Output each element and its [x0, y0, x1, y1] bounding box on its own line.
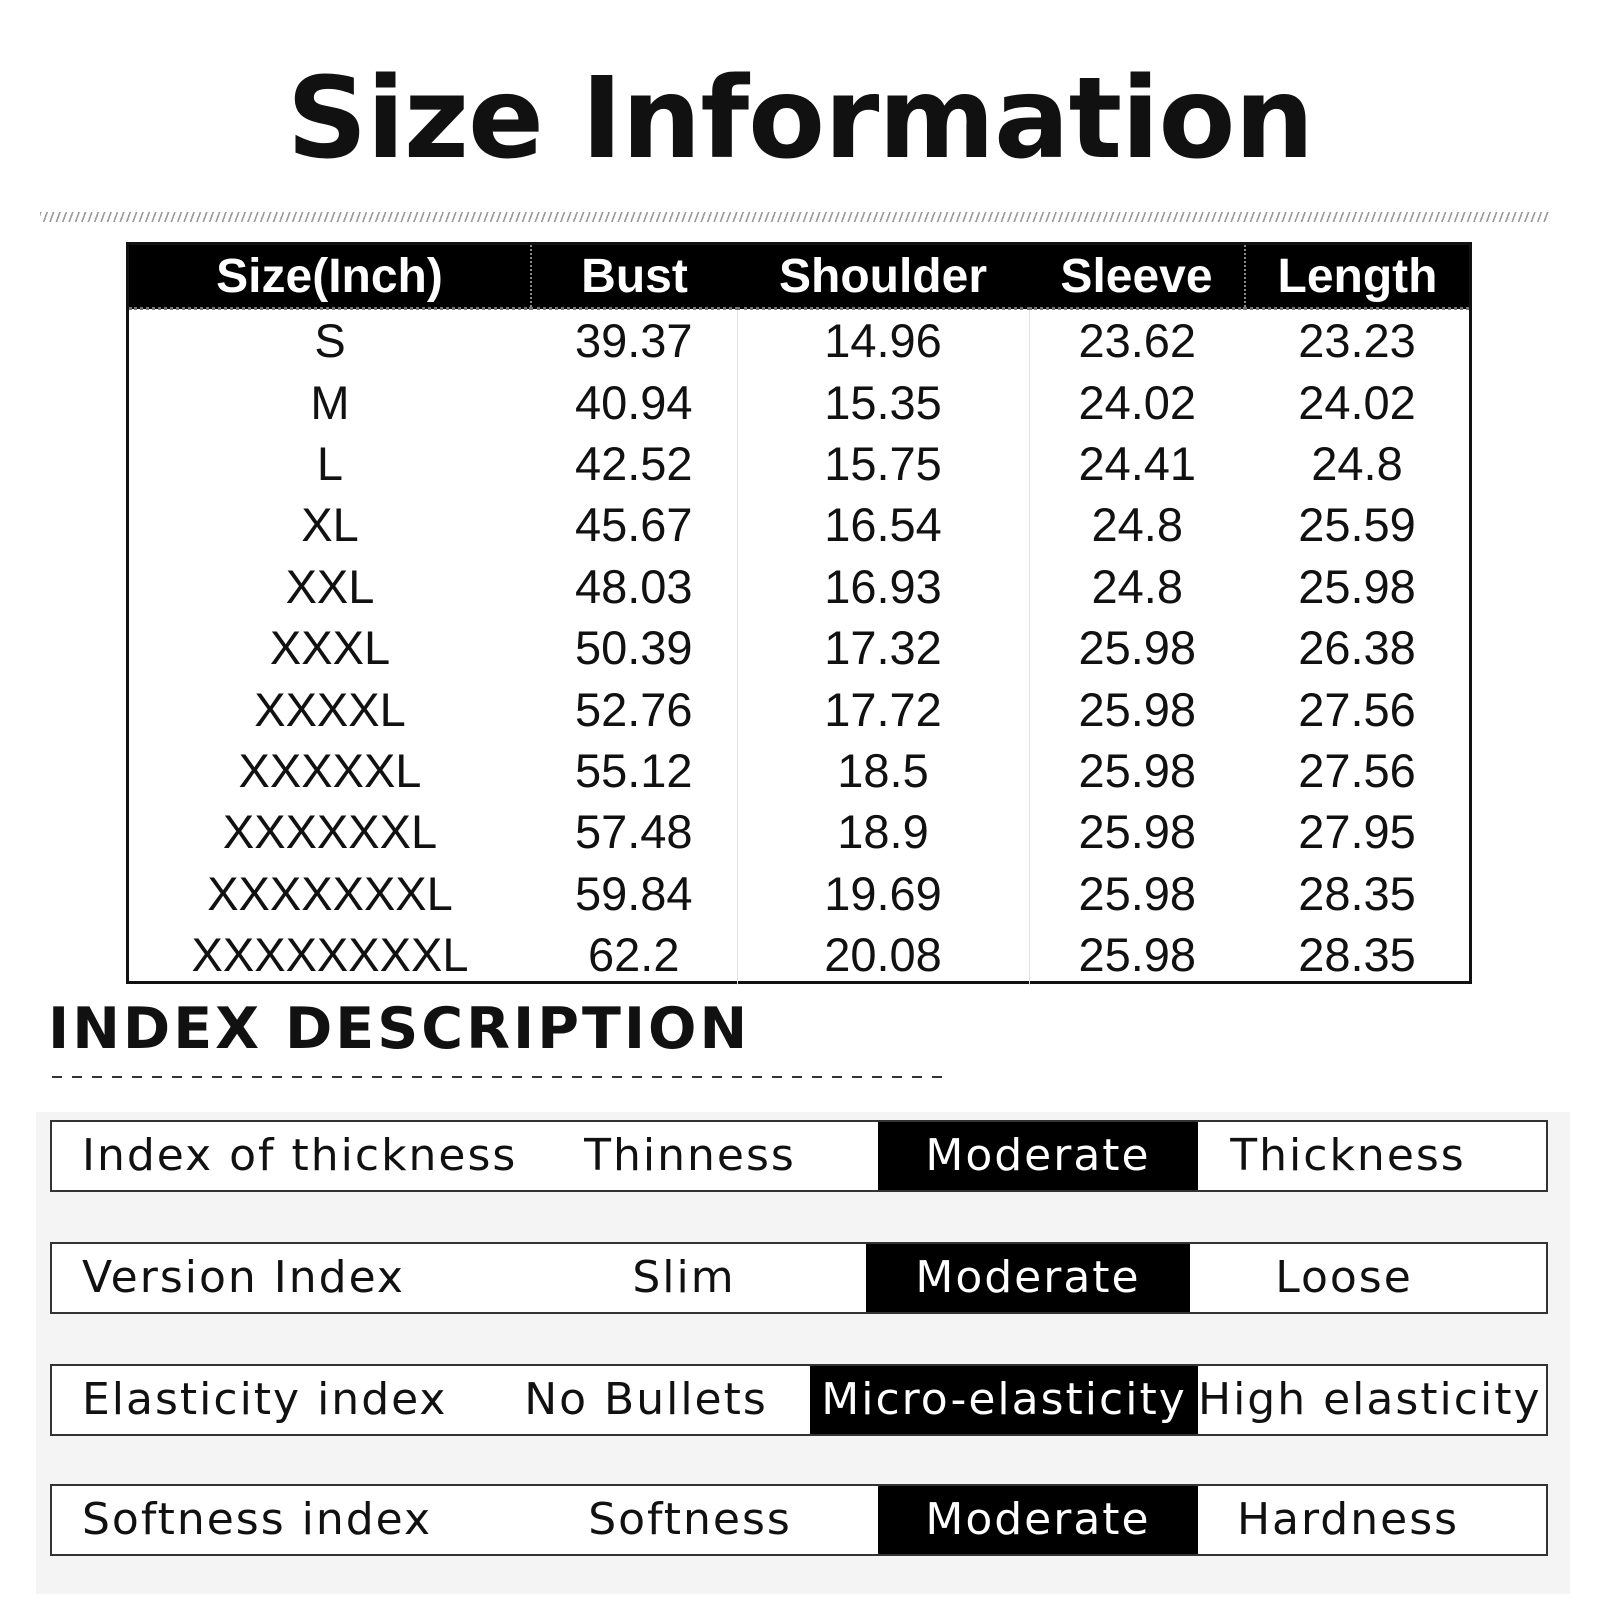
cell-sleeve: 25.98 — [1029, 863, 1245, 924]
cell-shoulder: 19.69 — [737, 863, 1029, 924]
cell-bust: 45.67 — [574, 498, 693, 552]
cell-sleeve: 25.98 — [1029, 678, 1245, 739]
cell-size: L — [316, 436, 344, 490]
index-option: Thinness — [584, 1130, 796, 1181]
cell-size: XXXXXXXXL — [191, 928, 469, 982]
index-option: No Bullets — [524, 1374, 768, 1425]
cell-bust: 55.12 — [574, 743, 693, 797]
cell-bust: 42.52 — [574, 436, 693, 490]
cell-shoulder: 15.75 — [737, 433, 1029, 494]
cell-shoulder: 20.08 — [737, 924, 1029, 985]
index-label: Softness index — [82, 1494, 432, 1545]
cell-length: 23.23 — [1298, 314, 1416, 368]
page-title: Size Information — [286, 54, 1314, 184]
cell-bust: 57.48 — [574, 805, 693, 859]
cell-length: 27.56 — [1298, 743, 1416, 797]
cell-length: 24.02 — [1298, 375, 1416, 429]
table-row — [129, 371, 1469, 432]
cell-sleeve: 24.41 — [1029, 433, 1245, 494]
cell-size: XXXXXL — [238, 743, 422, 797]
cell-length: 27.95 — [1298, 805, 1416, 859]
cell-bust: 59.84 — [574, 866, 693, 920]
header-size: Size(Inch) — [129, 245, 531, 309]
index-label: Version Index — [82, 1252, 405, 1303]
cell-sleeve: 24.8 — [1029, 494, 1245, 555]
hatched-divider — [40, 212, 1550, 222]
cell-size: S — [314, 314, 346, 368]
index-option: Loose — [1275, 1252, 1413, 1303]
cell-bust: 50.39 — [574, 621, 693, 675]
cell-shoulder: 15.35 — [737, 371, 1029, 432]
index-option-selected: Micro-elasticity — [810, 1366, 1198, 1434]
cell-length: 26.38 — [1298, 621, 1416, 675]
table-row — [129, 678, 1469, 739]
index-label: Index of thickness — [82, 1130, 518, 1181]
cell-sleeve: 23.62 — [1029, 309, 1245, 372]
cell-size: XXL — [285, 559, 375, 613]
index-option: Softness — [588, 1494, 792, 1545]
cell-bust: 62.2 — [588, 928, 680, 982]
table-row — [129, 924, 1469, 985]
size-table-header-row — [129, 245, 1469, 309]
cell-size: XXXXXXL — [222, 805, 438, 859]
header-sleeve: Sleeve — [1029, 245, 1245, 309]
cell-shoulder: 17.72 — [737, 678, 1029, 739]
cell-sleeve: 25.98 — [1029, 740, 1245, 801]
size-table — [126, 242, 1472, 984]
table-row — [129, 863, 1469, 924]
index-option-selected: Moderate — [866, 1244, 1190, 1312]
cell-bust: 40.94 — [574, 375, 693, 429]
cell-shoulder: 16.54 — [737, 494, 1029, 555]
index-option: Slim — [632, 1252, 736, 1303]
index-option: Hardness — [1236, 1494, 1460, 1545]
table-row — [129, 617, 1469, 678]
index-label: Elasticity index — [82, 1374, 448, 1425]
header-shoulder: Shoulder — [737, 245, 1029, 309]
cell-size: M — [310, 375, 350, 429]
cell-sleeve: 24.02 — [1029, 371, 1245, 432]
cell-bust: 39.37 — [574, 314, 693, 368]
index-row-thickness — [50, 1120, 1548, 1192]
cell-sleeve: 24.8 — [1029, 556, 1245, 617]
cell-length: 28.35 — [1298, 928, 1416, 982]
table-row — [129, 433, 1469, 494]
cell-size: XXXXL — [254, 682, 406, 736]
cell-sleeve: 25.98 — [1029, 924, 1245, 985]
cell-sleeve: 25.98 — [1029, 801, 1245, 862]
cell-length: 25.98 — [1298, 559, 1416, 613]
header-bust: Bust — [531, 245, 737, 309]
index-description-heading: INDEX DESCRIPTION — [48, 996, 751, 1062]
index-row-elasticity — [50, 1364, 1548, 1436]
dashed-divider — [52, 1076, 952, 1078]
cell-sleeve: 25.98 — [1029, 617, 1245, 678]
cell-shoulder: 16.93 — [737, 556, 1029, 617]
cell-length: 28.35 — [1298, 866, 1416, 920]
cell-length: 24.8 — [1311, 436, 1403, 490]
index-row-softness — [50, 1484, 1548, 1556]
index-option: Thickness — [1230, 1130, 1466, 1181]
cell-shoulder: 14.96 — [737, 309, 1029, 372]
index-option-selected: Moderate — [878, 1486, 1198, 1554]
cell-shoulder: 18.9 — [737, 801, 1029, 862]
table-row — [129, 740, 1469, 801]
cell-size: XXXL — [269, 621, 391, 675]
table-row — [129, 494, 1469, 555]
header-length: Length — [1245, 245, 1469, 309]
cell-shoulder: 17.32 — [737, 617, 1029, 678]
cell-bust: 52.76 — [574, 682, 693, 736]
index-option: High elasticity — [1198, 1374, 1542, 1425]
cell-bust: 48.03 — [574, 559, 693, 613]
table-row — [129, 556, 1469, 617]
index-row-version — [50, 1242, 1548, 1314]
cell-size: XL — [301, 498, 359, 552]
cell-size: XXXXXXXL — [207, 866, 453, 920]
table-row — [129, 801, 1469, 862]
table-row — [129, 309, 1469, 372]
cell-shoulder: 18.5 — [737, 740, 1029, 801]
index-option-selected: Moderate — [878, 1122, 1198, 1190]
cell-length: 27.56 — [1298, 682, 1416, 736]
cell-length: 25.59 — [1298, 498, 1416, 552]
